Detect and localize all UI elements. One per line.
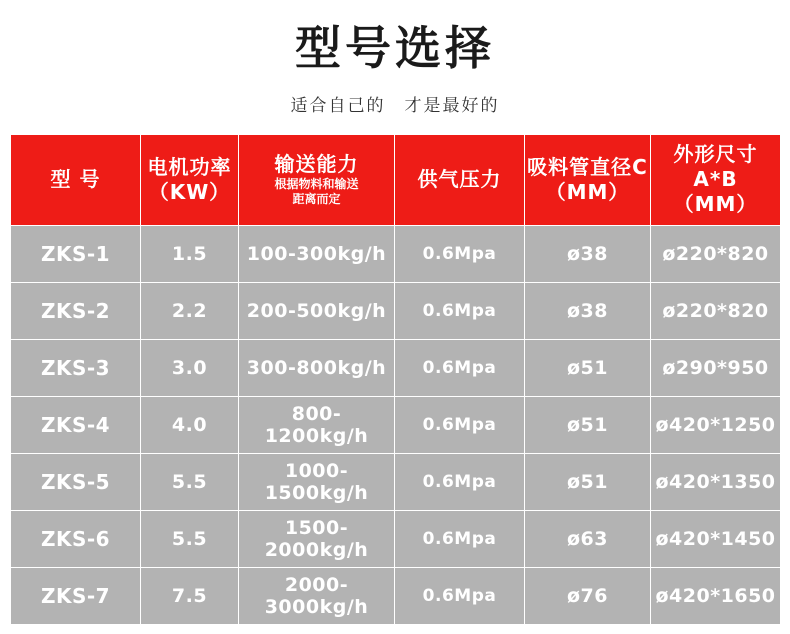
cell-capacity: 2000-3000kg/h xyxy=(239,567,395,624)
cell-capacity: 800-1200kg/h xyxy=(239,396,395,453)
cell-model: ZKS-3 xyxy=(11,339,141,396)
column-header-motor-power-line2: （KW） xyxy=(148,179,231,204)
cell-dimensions: ø420*1650 xyxy=(651,567,781,624)
column-header-air-pressure-label: 供气压力 xyxy=(417,167,502,192)
column-header-motor-power-line1: 电机功率 xyxy=(147,154,232,179)
cell-capacity: 1000-1500kg/h xyxy=(239,453,395,510)
cell-model: ZKS-2 xyxy=(11,282,141,339)
cell-motor-power: 1.5 xyxy=(141,225,239,282)
cell-motor-power: 3.0 xyxy=(141,339,239,396)
column-header-capacity-label: 输送能力 xyxy=(274,152,359,177)
page-title: 型号选择 xyxy=(295,21,495,75)
spec-table-wrap xyxy=(10,134,780,625)
cell-dimensions: ø220*820 xyxy=(651,225,781,282)
table-row xyxy=(11,396,781,453)
cell-suction-pipe: ø38 xyxy=(525,282,651,339)
cell-suction-pipe: ø76 xyxy=(525,567,651,624)
cell-air-pressure: 0.6Mpa xyxy=(395,282,525,339)
cell-capacity: 1500-2000kg/h xyxy=(239,510,395,567)
cell-motor-power: 5.5 xyxy=(141,510,239,567)
cell-dimensions: ø290*950 xyxy=(651,339,781,396)
cell-model: ZKS-6 xyxy=(11,510,141,567)
column-header-model-label: 型 号 xyxy=(50,167,101,192)
cell-suction-pipe: ø63 xyxy=(525,510,651,567)
column-header-suction-pipe-line1: 吸料管直径C xyxy=(527,154,648,179)
column-header-dimensions xyxy=(651,134,781,225)
table-row xyxy=(11,282,781,339)
cell-suction-pipe: ø51 xyxy=(525,339,651,396)
cell-suction-pipe: ø38 xyxy=(525,225,651,282)
table-header xyxy=(11,134,781,225)
table-row xyxy=(11,339,781,396)
column-header-suction-pipe xyxy=(525,134,651,225)
cell-capacity: 100-300kg/h xyxy=(239,225,395,282)
cell-suction-pipe: ø51 xyxy=(525,453,651,510)
cell-air-pressure: 0.6Mpa xyxy=(395,510,525,567)
cell-air-pressure: 0.6Mpa xyxy=(395,225,525,282)
cell-air-pressure: 0.6Mpa xyxy=(395,396,525,453)
cell-model: ZKS-4 xyxy=(11,396,141,453)
cell-motor-power: 4.0 xyxy=(141,396,239,453)
cell-motor-power: 7.5 xyxy=(141,567,239,624)
cell-suction-pipe: ø51 xyxy=(525,396,651,453)
column-header-capacity-note-line2: 距离而定 xyxy=(292,192,341,207)
cell-air-pressure: 0.6Mpa xyxy=(395,453,525,510)
table-row xyxy=(11,453,781,510)
cell-model: ZKS-7 xyxy=(11,567,141,624)
column-header-suction-pipe-line2: （MM） xyxy=(545,179,630,204)
spec-table xyxy=(10,134,781,625)
table-row xyxy=(11,567,781,624)
cell-dimensions: ø420*1350 xyxy=(651,453,781,510)
column-header-capacity-note-line1: 根据物料和输送 xyxy=(274,177,359,192)
column-header-model xyxy=(11,134,141,225)
table-row xyxy=(11,225,781,282)
table-body xyxy=(11,225,781,624)
cell-air-pressure: 0.6Mpa xyxy=(395,567,525,624)
cell-model: ZKS-5 xyxy=(11,453,141,510)
column-header-capacity xyxy=(239,134,395,225)
cell-motor-power: 5.5 xyxy=(141,453,239,510)
cell-capacity: 200-500kg/h xyxy=(239,282,395,339)
table-row xyxy=(11,510,781,567)
column-header-air-pressure xyxy=(395,134,525,225)
cell-capacity: 300-800kg/h xyxy=(239,339,395,396)
column-header-dimensions-line1: 外形尺寸A*B xyxy=(673,142,758,192)
title-block xyxy=(0,0,790,116)
cell-dimensions: ø420*1450 xyxy=(651,510,781,567)
cell-motor-power: 2.2 xyxy=(141,282,239,339)
table-header-row xyxy=(11,134,781,225)
page-subtitle: 适合自己的 才是最好的 xyxy=(290,95,500,116)
cell-dimensions: ø420*1250 xyxy=(651,396,781,453)
column-header-dimensions-line2: （MM） xyxy=(673,192,758,217)
cell-air-pressure: 0.6Mpa xyxy=(395,339,525,396)
column-header-motor-power xyxy=(141,134,239,225)
cell-model: ZKS-1 xyxy=(11,225,141,282)
cell-dimensions: ø220*820 xyxy=(651,282,781,339)
